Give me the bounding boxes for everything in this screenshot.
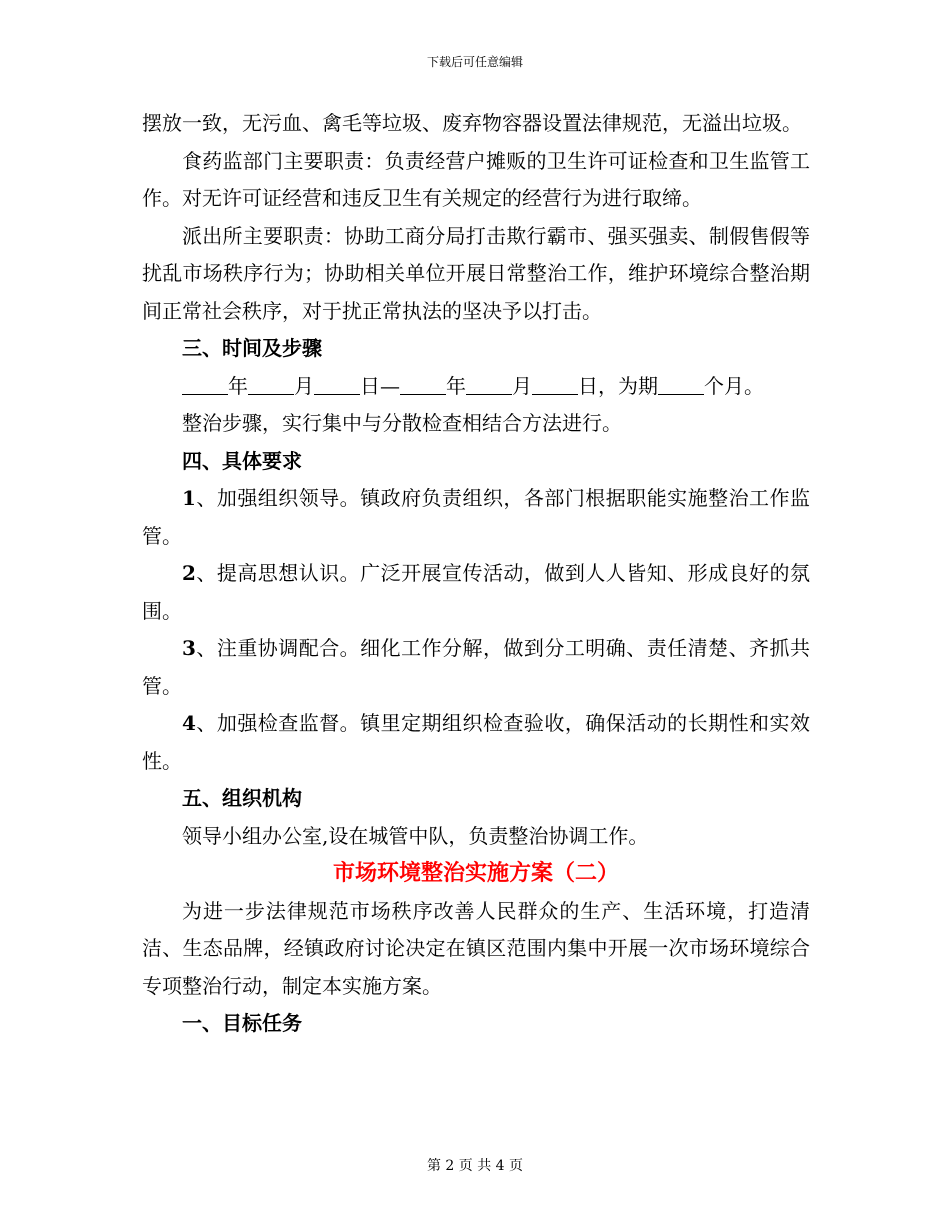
date-month-end-label: 月 [512, 373, 532, 398]
list-item [142, 555, 810, 630]
section-title: 市场环境整治实施方案（二） [332, 860, 619, 886]
list-item [142, 705, 810, 780]
blank-day-start [314, 374, 360, 395]
paragraph-steps: 整治步骤，实行集中与分散检查相结合方法进行。 [182, 411, 622, 435]
item-text: 、加强检查监督。镇里定期组织检查验收，确保活动的长期性和实效性。 [142, 711, 810, 773]
page-footer: 第 2 页 共 4 页 [426, 1158, 524, 1174]
blank-month-start [248, 374, 294, 395]
date-line [142, 368, 810, 406]
item-number: 3 [182, 636, 196, 660]
blank-year-end [400, 374, 446, 395]
date-month-label: 月 [294, 373, 314, 398]
paragraph-office: 领导小组办公室,设在城管中队，负责整治协调工作。 [182, 823, 649, 848]
paragraph-waste: 摆放一致，无污血、禽毛等垃圾、废弃物容器设置法律规范，无溢出垃圾。 [142, 111, 802, 135]
blank-day-end [532, 374, 578, 395]
paragraph-intro: 为进一步法律规范市场秩序改善人民群众的生产、生活环境，打造清洁、生态品牌，经镇政府讨论决定在镇区范围内集中开展一次市场环境综合专项整治行动，制定本实施方案。 [142, 898, 810, 998]
blank-year-start [182, 374, 228, 395]
heading-organization: 五、组织机构 [182, 786, 302, 810]
heading-time-steps: 三、时间及步骤 [182, 336, 322, 360]
item-number: 1 [182, 486, 196, 510]
item-text: 、加强组织领导。镇政府负责组织，各部门根据职能实施整治工作监管。 [142, 486, 810, 548]
paragraph-food-drug-duties: 食药监部门主要职责：负责经营户摊贩的卫生许可证检查和卫生监管工作。对无许可证经营和违反卫生有关规定的经营行为进行取缔。 [142, 148, 810, 210]
date-duration-label: 个月。 [704, 373, 764, 398]
date-day-end-label: 日，为期 [578, 373, 658, 398]
document-body [142, 105, 810, 1043]
item-text: 、注重协调配合。细化工作分解，做到分工明确、责任清楚、齐抓共管。 [142, 636, 810, 698]
date-year-label: 年 [228, 373, 248, 398]
heading-requirements: 四、具体要求 [182, 448, 302, 473]
list-item [142, 480, 810, 555]
item-number: 4 [182, 711, 196, 735]
item-text: 、提高思想认识。广泛开展宣传活动，做到人人皆知、形成良好的氛围。 [142, 561, 810, 623]
heading-goals: 一、目标任务 [182, 1011, 302, 1035]
page-header: 下载后可任意编辑 [426, 55, 523, 69]
blank-duration [658, 374, 704, 395]
blank-month-end [466, 374, 512, 395]
list-item [142, 630, 810, 705]
date-day-label: 日— [360, 373, 400, 398]
paragraph-police-duties: 派出所主要职责：协助工商分局打击欺行霸市、强买强卖、制假售假等扰乱市场秩序行为；协助相关单位开展日常整治工作，维护环境综合整治期间正常社会秩序，对于扰正常执法的坚决予以打击。 [142, 223, 810, 323]
date-year-end-label: 年 [446, 373, 466, 398]
item-number: 2 [182, 561, 196, 585]
